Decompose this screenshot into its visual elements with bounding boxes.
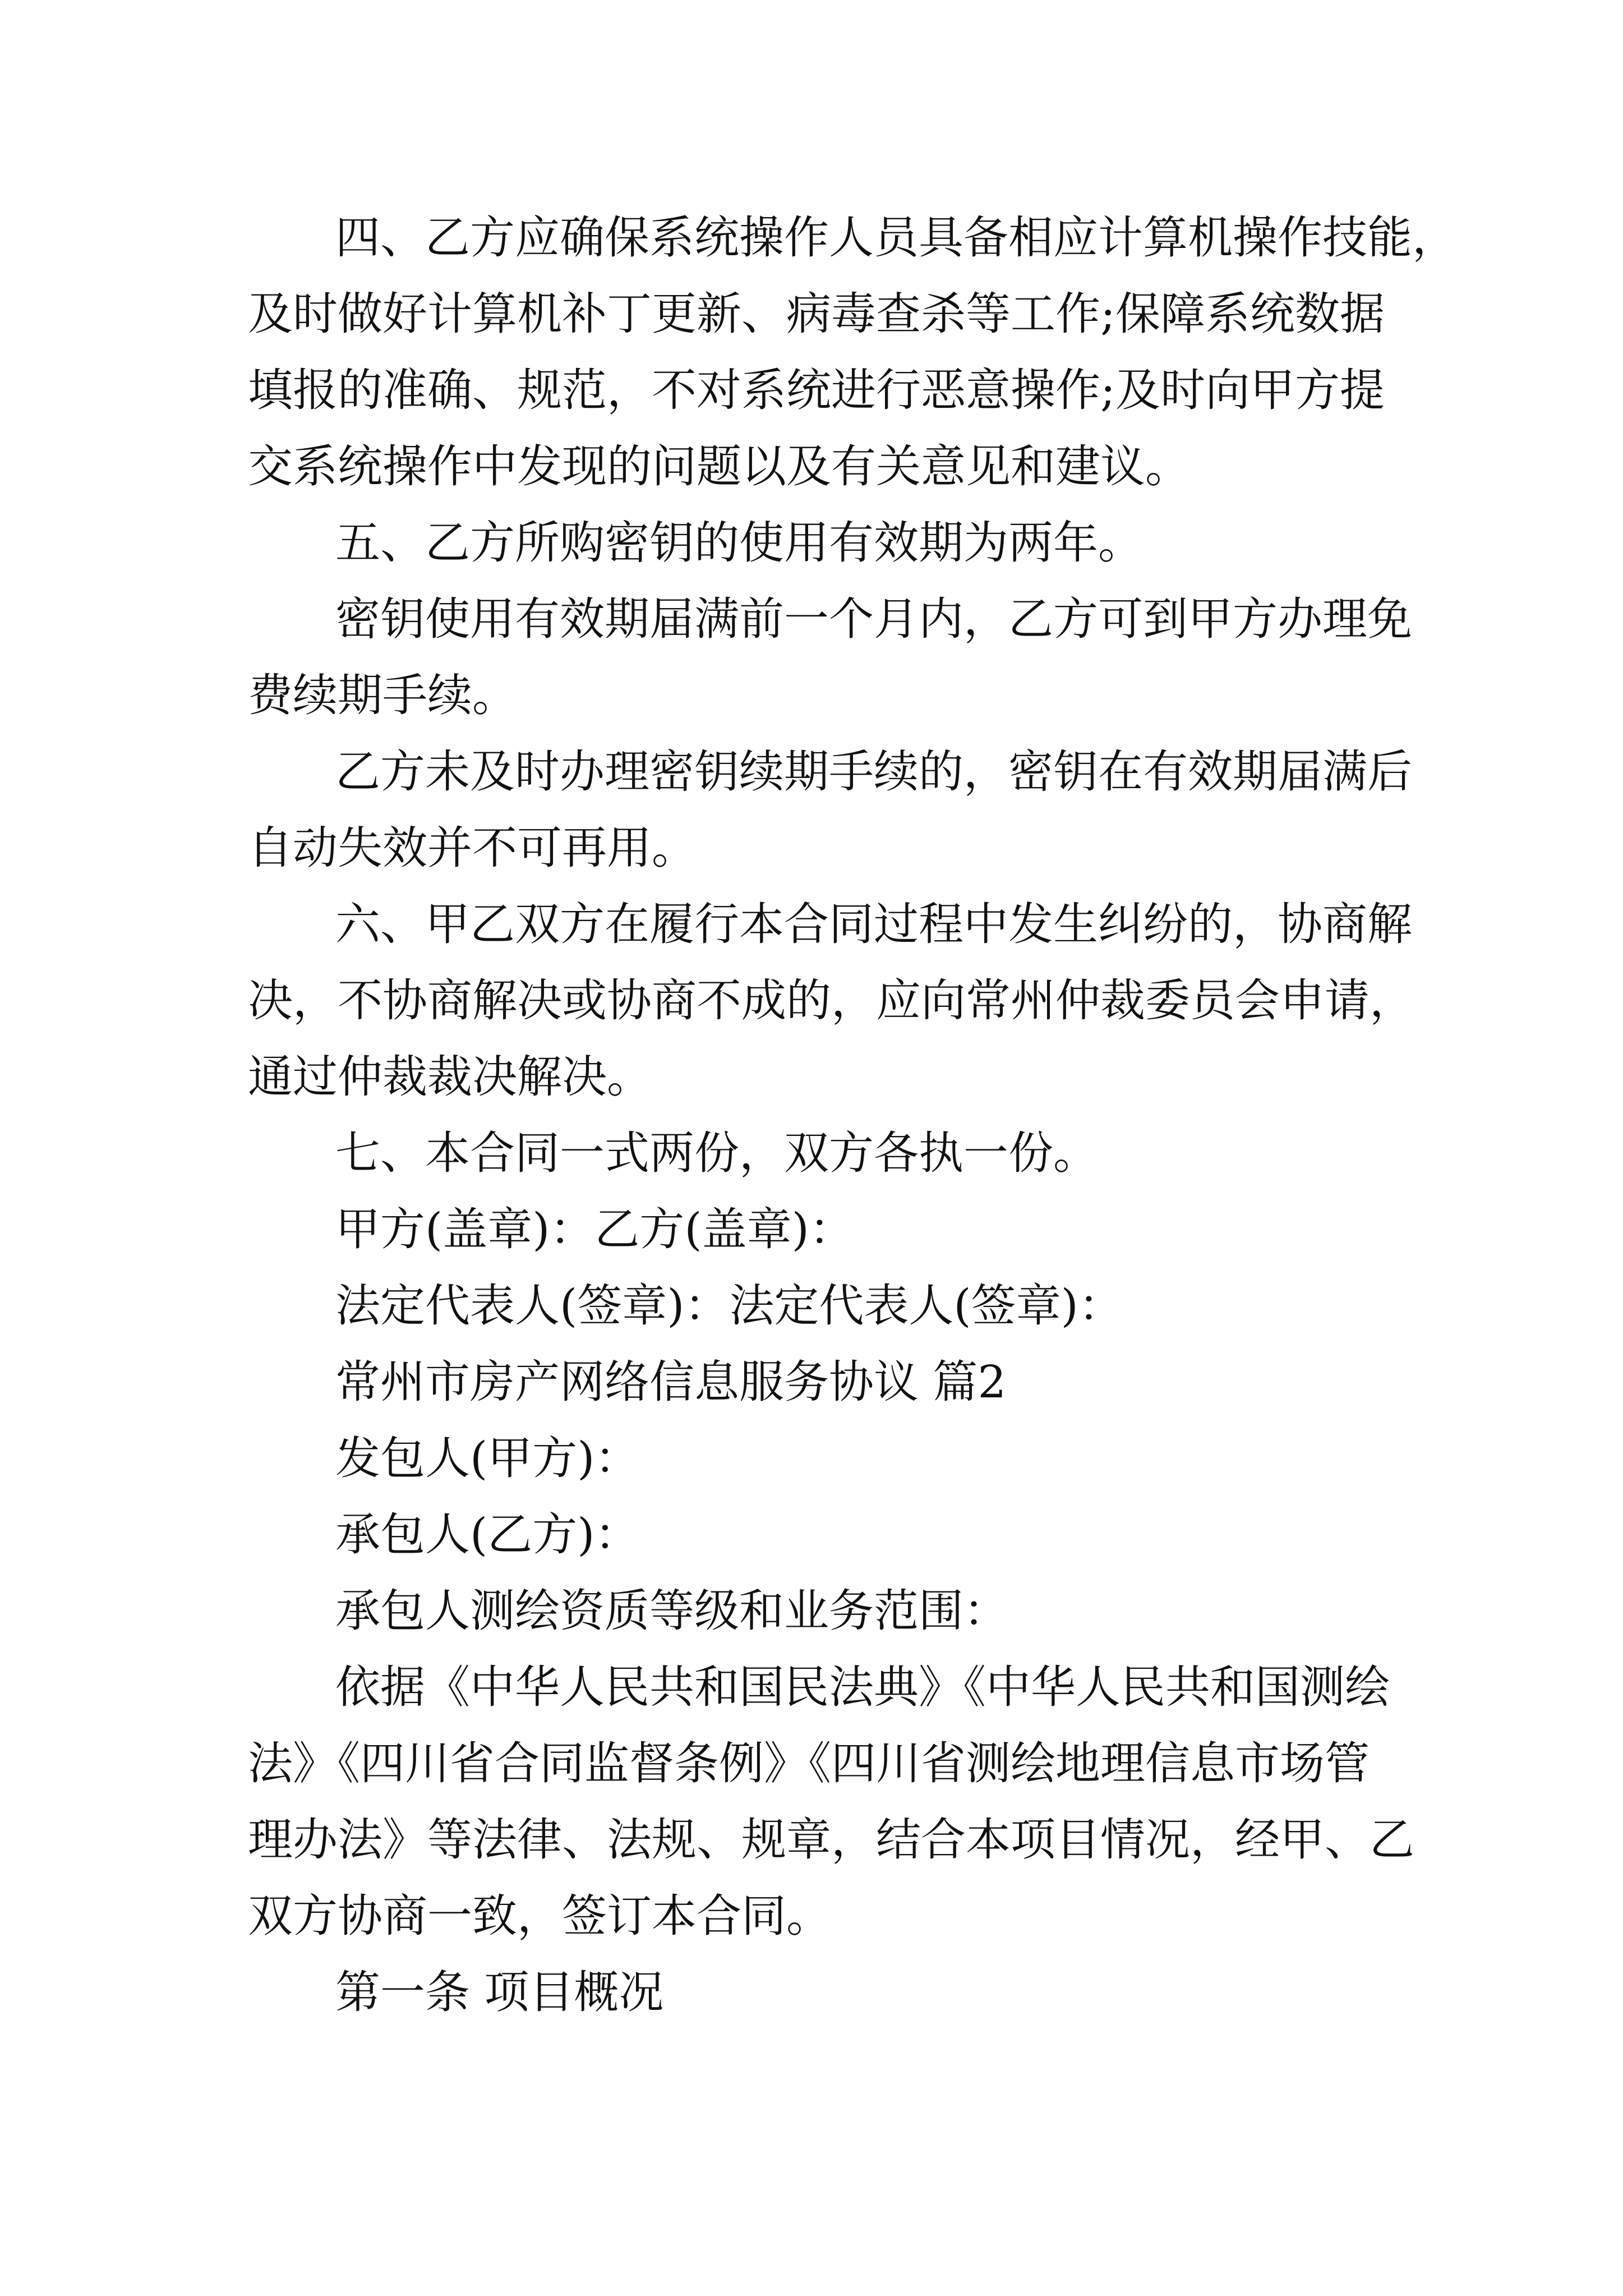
basis-line-1: 依据《中华人民共和国民法典》《中华人民共和国测绘 <box>335 1661 1390 1713</box>
clause-6-line-2: 决，不协商解决或协商不成的，应向常州仲裁委员会申请， <box>248 974 1414 1027</box>
basis-line-4: 双方协商一致，签订本合同。 <box>248 1890 831 1942</box>
article-1-heading: 第一条 项目概况 <box>335 1966 664 2018</box>
clause-7-line: 七、本合同一式两份，双方各执一份。 <box>335 1127 1098 1179</box>
contractor-line: 承包人(乙方)： <box>335 1508 640 1561</box>
employer-line: 发包人(甲方)： <box>335 1432 640 1484</box>
clause-4-line-3: 填报的准确、规范，不对系统进行恶意操作;及时向甲方提 <box>248 364 1385 416</box>
clause-4-line-4: 交系统操作中发现的问题以及有关意见和建议。 <box>248 440 1190 493</box>
clause-6-line-1: 六、甲乙双方在履行本合同过程中发生纠纷的，协商解 <box>335 898 1412 950</box>
legal-rep-line: 法定代表人(签章)：法定代表人(签章)： <box>335 1280 1123 1332</box>
basis-line-2: 法》《四川省合同监督条例》《四川省测绘地理信息市场管 <box>248 1737 1370 1789</box>
qualification-line: 承包人测绘资质等级和业务范围： <box>335 1585 1008 1637</box>
clause-6-line-3: 通过仲裁裁决解决。 <box>248 1051 652 1103</box>
section-heading: 常州市房产网络信息服务协议 篇2 <box>335 1356 1007 1408</box>
clause-4-line-2: 及时做好计算机补丁更新、病毒查杀等工作;保障系统数据 <box>248 288 1385 340</box>
clause-5-line-1: 五、乙方所购密钥的使用有效期为两年。 <box>335 517 1143 569</box>
basis-line-3: 理办法》等法律、法规、规章，结合本项目情况，经甲、乙 <box>248 1814 1414 1866</box>
key-renewal-line-2: 费续期手续。 <box>248 669 517 721</box>
clause-4-line-1: 四、乙方应确保系统操作人员具备相应计算机操作技能， <box>335 211 1457 264</box>
key-expiry-line-1: 乙方未及时办理密钥续期手续的，密钥在有效期届满后 <box>335 746 1412 798</box>
key-expiry-line-2: 自动失效并不可再用。 <box>248 822 697 874</box>
key-renewal-line-1: 密钥使用有效期届满前一个月内，乙方可到甲方办理免 <box>335 593 1412 645</box>
seal-line: 甲方(盖章)：乙方(盖章)： <box>335 1203 854 1255</box>
